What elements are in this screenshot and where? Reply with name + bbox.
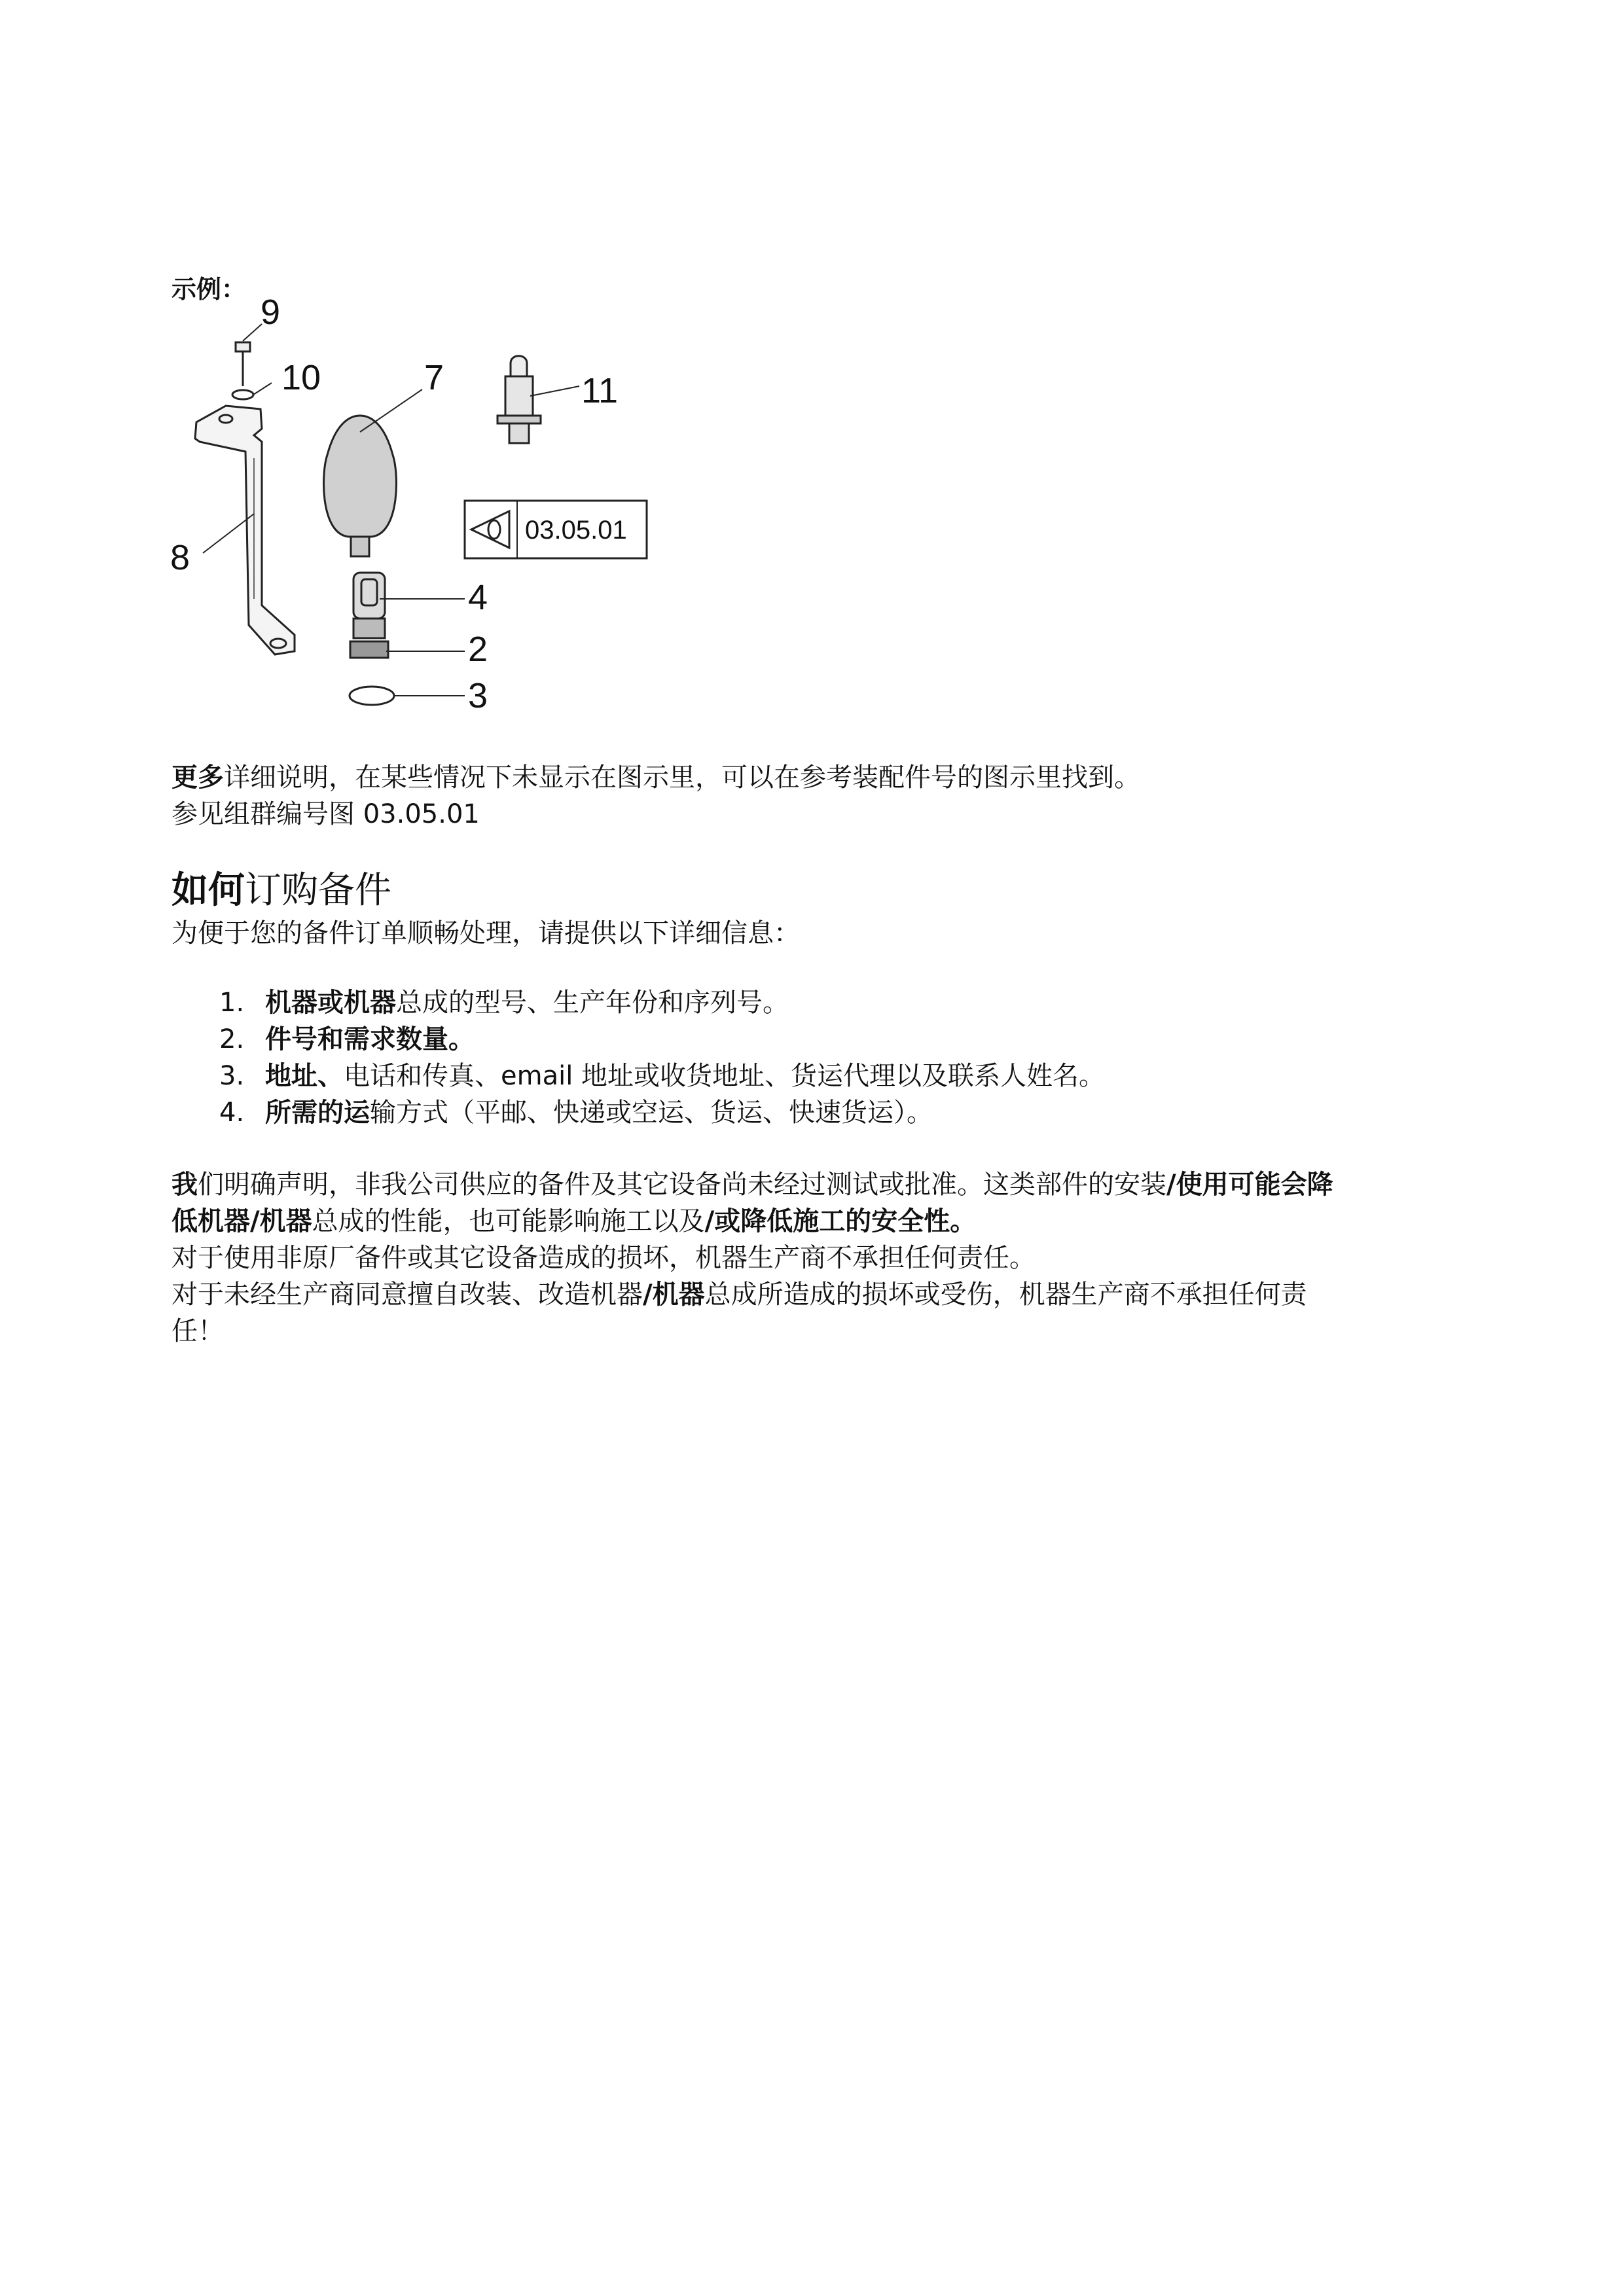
callout-3: 3	[468, 676, 488, 715]
callout-7: 7	[424, 358, 444, 397]
callout-4: 4	[468, 578, 488, 617]
callout-8: 8	[170, 538, 190, 577]
order-intro: 为便于您的备件订单顺畅处理，请提供以下详细信息：	[171, 918, 800, 948]
list-item: 2. 件号和需求数量。	[219, 1024, 475, 1054]
list-item: 3. 地址、电话和传真、email 地址或收货地址、货运代理以及联系人姓名。	[219, 1061, 1106, 1091]
callout-2: 2	[468, 630, 488, 669]
callout-9: 9	[261, 298, 281, 332]
disclaimer-line-3: 对于使用非原厂备件或其它设备造成的损坏，机器生产商不承担任何责任。	[171, 1243, 1036, 1273]
disclaimer-line-2: 低机器/机器总成的性能，也可能影响施工以及/或降低施工的安全性。	[171, 1206, 977, 1236]
reference-code: 03.05.01	[525, 516, 627, 545]
callout-10: 10	[281, 358, 321, 397]
example-label: 示例：	[171, 275, 247, 304]
bracket-part	[195, 406, 295, 655]
disclaimer-line-5: 任！	[171, 1316, 224, 1346]
see-group-line: 参见组群编号图 03.05.01	[171, 799, 480, 829]
disclaimer-line-4: 对于未经生产商同意擅自改装、改造机器/机器总成所造成的损坏或受伤，机器生产商不承担任何责	[171, 1280, 1307, 1310]
disclaimer-line-1: 我们明确声明，非我公司供应的备件及其它设备尚未经过测试或批准。这类部件的安装/使用可能会降	[171, 1170, 1333, 1200]
page-heading: 如何订购备件	[171, 869, 391, 912]
more-details-line: 更多详细说明，在某些情况下未显示在图示里，可以在参考装配件号的图示里找到。	[171, 762, 1140, 793]
list-item: 1. 机器或机器总成的型号、生产年份和序列号。	[219, 988, 789, 1018]
callout-11: 11	[581, 371, 619, 410]
parts-figure	[164, 298, 661, 733]
list-item: 4. 所需的运输方式（平邮、快递或空运、货运、快速货运）。	[219, 1098, 933, 1128]
